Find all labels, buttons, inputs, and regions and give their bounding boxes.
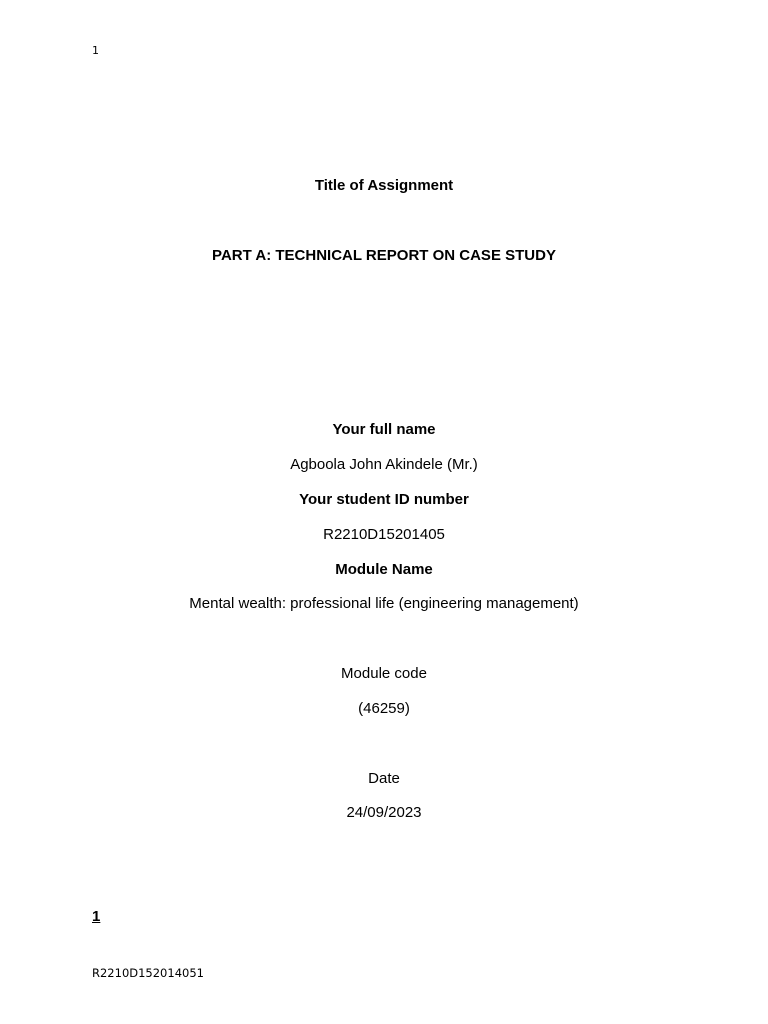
title-label: Title of Assignment <box>314 177 454 194</box>
header-page-number: 1 <box>92 44 99 57</box>
module-code-value: (46259) <box>358 700 410 717</box>
date-label: Date <box>368 770 400 787</box>
student-id-label: Your student ID number <box>299 491 469 508</box>
student-id-value: R2210D15201405 <box>323 526 445 543</box>
module-name-label: Module Name <box>335 561 433 578</box>
name-value: Agboola John Akindele (Mr.) <box>290 456 478 473</box>
date-value: 24/09/2023 <box>346 804 422 821</box>
footer-reference-id: R2210D152014051 <box>92 966 204 980</box>
assignment-title: PART A: TECHNICAL REPORT ON CASE STUDY <box>212 247 556 264</box>
module-code-label: Module code <box>341 665 427 682</box>
name-label: Your full name <box>332 421 436 438</box>
footer-page-number: 1 <box>92 908 101 925</box>
module-name-value: Mental wealth: professional life (engineering management) <box>189 595 579 612</box>
